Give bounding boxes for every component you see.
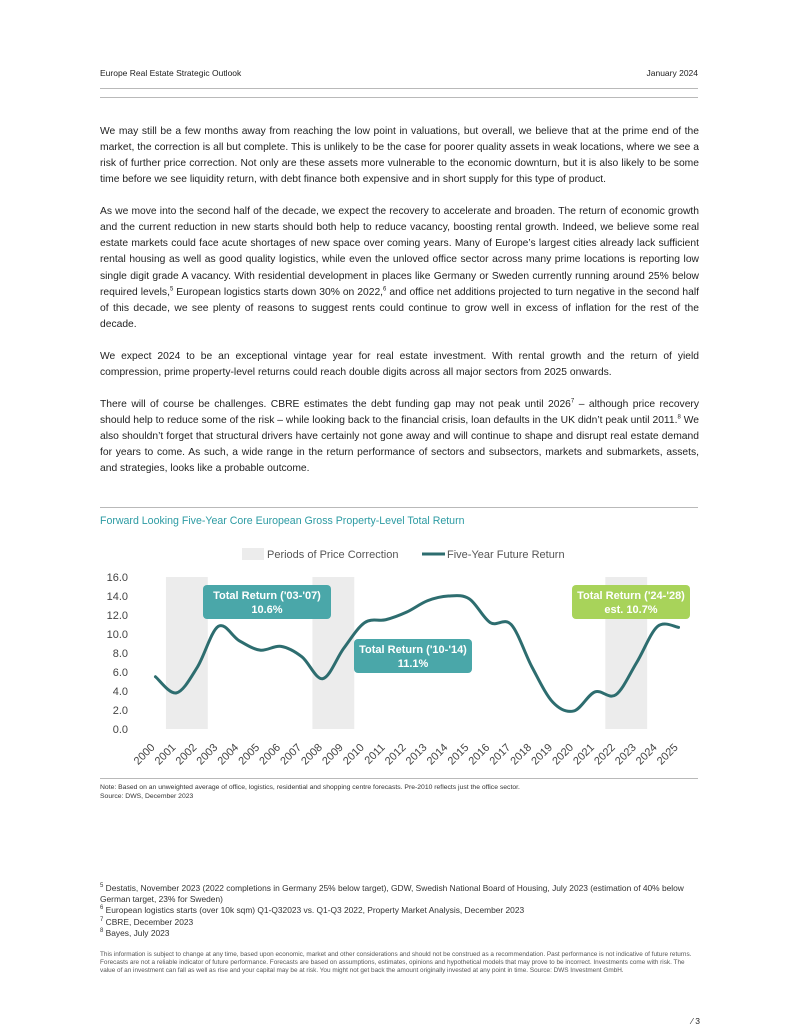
x-tick-label: 2020 [550, 741, 577, 768]
x-tick-label: 2003 [194, 741, 221, 768]
paragraph-4: There will of course be challenges. CBRE estimates the debt funding gap may not peak until 2026$^7$ – although price recovery should help to reduce some of the risk – while looking back to the financial crisis, loan defaults in the UK didn’t peak until 2011.$^8$ We also shouldn’t forget that structural drivers have certainly not gone away and will continue to shape and disrupt real estate demand for years to come. As such, a wide range in the return performance of sectors and subsectors, markets and submarkets, assets, and strategies, looks like a probable outcome. [100, 398, 700, 475]
footnote-number: 7 [100, 916, 104, 923]
x-tick-label: 2010 [341, 741, 367, 768]
footnote-text: CBRE, December 2023 [103, 916, 194, 927]
footnote-text: Bayes, July 2023 [103, 927, 170, 938]
annotation-title: Total Return ('24-'28) [577, 590, 685, 602]
x-tick-label: 2006 [257, 741, 284, 768]
paragraph-2: As we move into the second half of the decade, we expect the recovery to accelerate and broaden. The return of economic growth and the current reduction in new starts should both help to reduce vacancy, boosting rental growth. Indeed, we believe some real estate markets could face acute shortages of new space over coming years. Many of Europe’s largest cities already lack sufficient rental housing as well as good quality logistics, while even the unloved office sector across many prime locations is reporting low single digit grade A vacancy. With residential development in places like Germany or Sweden currently running around 25% below required levels,$^5$ European logistics starts down 30% on 2022,$^6$ and office net additions projected to turn negative in the second half of this decade, we see plenty of reasons to suggest rents could continue to grow well in excess of inflation for the rest of the decade. [100, 206, 699, 330]
x-tick-label: 2018 [508, 741, 535, 768]
footnote-ref-7: 7 [570, 398, 575, 405]
footnote-number: 6 [100, 905, 104, 912]
annotation-value: est. 10.7% [604, 604, 658, 616]
x-tick-label: 2011 [362, 741, 388, 767]
y-tick-label: 4.0 [112, 686, 128, 698]
x-tick-label: 2009 [320, 741, 346, 768]
page-number: ⁄ 3 [691, 1016, 700, 1026]
x-tick-label: 2016 [466, 741, 493, 768]
legend-label-correction: Periods of Price Correction [267, 549, 399, 561]
footnote [100, 917, 700, 928]
y-tick-label: 14.0 [106, 591, 128, 603]
x-tick-label: 2023 [613, 741, 639, 768]
legend-label-series: Five-Year Future Return [447, 549, 565, 561]
annotation-value: 11.1% [397, 658, 429, 670]
x-tick-label: 2008 [299, 741, 325, 768]
x-tick-label: 2024 [633, 741, 660, 768]
footnote [100, 928, 700, 939]
x-tick-label: 2021 [571, 741, 597, 768]
header-date: January 2024 [646, 68, 698, 78]
header-rule [100, 88, 698, 89]
footnote-ref-6: 6 [383, 286, 387, 293]
x-tick-label: 2019 [529, 741, 556, 768]
annotation-title: Total Return ('10-'14) [359, 644, 467, 656]
chart-top-rule [100, 507, 698, 508]
y-tick-label: 0.0 [112, 724, 128, 736]
x-tick-label: 2000 [131, 741, 158, 768]
legend-swatch-correction [242, 548, 264, 560]
chart-note [100, 784, 520, 801]
chart-bottom-rule [100, 778, 698, 779]
x-tick-label: 2022 [592, 741, 618, 768]
x-tick-label: 2005 [236, 741, 263, 768]
footnotes [100, 883, 700, 939]
source-text: Source: DWS, December 2023 [100, 792, 194, 800]
footnote-text: Destatis, November 2023 (2022 completions in Germany 25% below target), GDW, Swedish National Board of Housing, July 2023 (estimation of 40% below German target, 23% for Sweden) [100, 883, 684, 905]
annotation-value: 10.6% [251, 604, 283, 616]
price-correction-band [166, 577, 208, 729]
note-text: Note: Based on an unweighted average of office, logistics, residential and shopping centre forecasts. Pre-2010 reflects just the office sector. [100, 784, 520, 791]
x-tick-label: 2001 [152, 741, 179, 768]
y-tick-label: 12.0 [106, 610, 128, 622]
y-tick-label: 10.0 [106, 629, 128, 641]
header-title: Europe Real Estate Strategic Outlook [100, 68, 242, 78]
x-tick-label: 2012 [382, 741, 409, 768]
chart-title: Forward Looking Five-Year Core European Gross Property-Level Total Return [100, 515, 465, 527]
x-tick-label: 2002 [173, 741, 200, 768]
disclaimer: This information is subject to change at any time, based upon economic, market and other considerations and should not be construed as a recommendation. Past performance is not indicative of future returns. Forecasts are not a reliable indicator of future performance. Forecasts are based on assumptions, estimates, opinions and hypothetical models that may prove to be incorrect. Investments come with risk. The value of an investment can fall as well as rise and your capital may be at risk. You might not get back the amount originally invested at any point in time. Source: DWS Investment GmbH. [100, 951, 692, 974]
footnote-text: European logistics starts (over 10k sqm) Q1-Q32023 vs. Q1-Q3 2022, Property Market Analysis, December 2023 [103, 905, 525, 916]
header-rule-secondary [100, 97, 698, 98]
footnote-ref-5: 5 [169, 286, 174, 293]
y-tick-label: 16.0 [106, 572, 128, 584]
x-tick-label: 2025 [654, 741, 681, 768]
footnote-number: 5 [100, 883, 104, 890]
paragraph-3: We expect 2024 to be an exceptional vintage year for real estate investment. With rental growth and the return of yield compression, prime property-level returns could reach double digits across all major sectors from 2025 onwards. [100, 350, 699, 378]
footnote-ref-8: 8 [677, 414, 681, 421]
x-tick-label: 2004 [215, 741, 242, 768]
annotation-title: Total Return ('03-'07) [213, 590, 321, 602]
body-text [100, 124, 699, 493]
y-tick-label: 6.0 [112, 667, 128, 679]
x-tick-label: 2013 [403, 741, 430, 768]
y-tick-label: 2.0 [112, 705, 128, 717]
x-tick-label: 2007 [278, 741, 305, 768]
line-chart [95, 540, 695, 780]
x-tick-label: 2017 [487, 741, 514, 768]
x-tick-label: 2015 [445, 741, 472, 768]
footnote [100, 905, 700, 916]
y-tick-label: 8.0 [112, 648, 128, 660]
footnote-number: 8 [100, 928, 104, 935]
paragraph-1: We may still be a few months away from reaching the low point in valuations, but overall, we believe that at the prime end of the market, the correction is all but complete. This is unlikely to be the case for poorer quality assets in weak locations, where we see a risk of further price correction. Not only are these assets more vulnerable to the economic downturn, but it is also likely to be some time before we see liquidity return, with debt finance both expensive and in short supply for this type of product. [100, 126, 699, 186]
x-tick-label: 2014 [424, 741, 451, 768]
footnote [100, 883, 700, 905]
